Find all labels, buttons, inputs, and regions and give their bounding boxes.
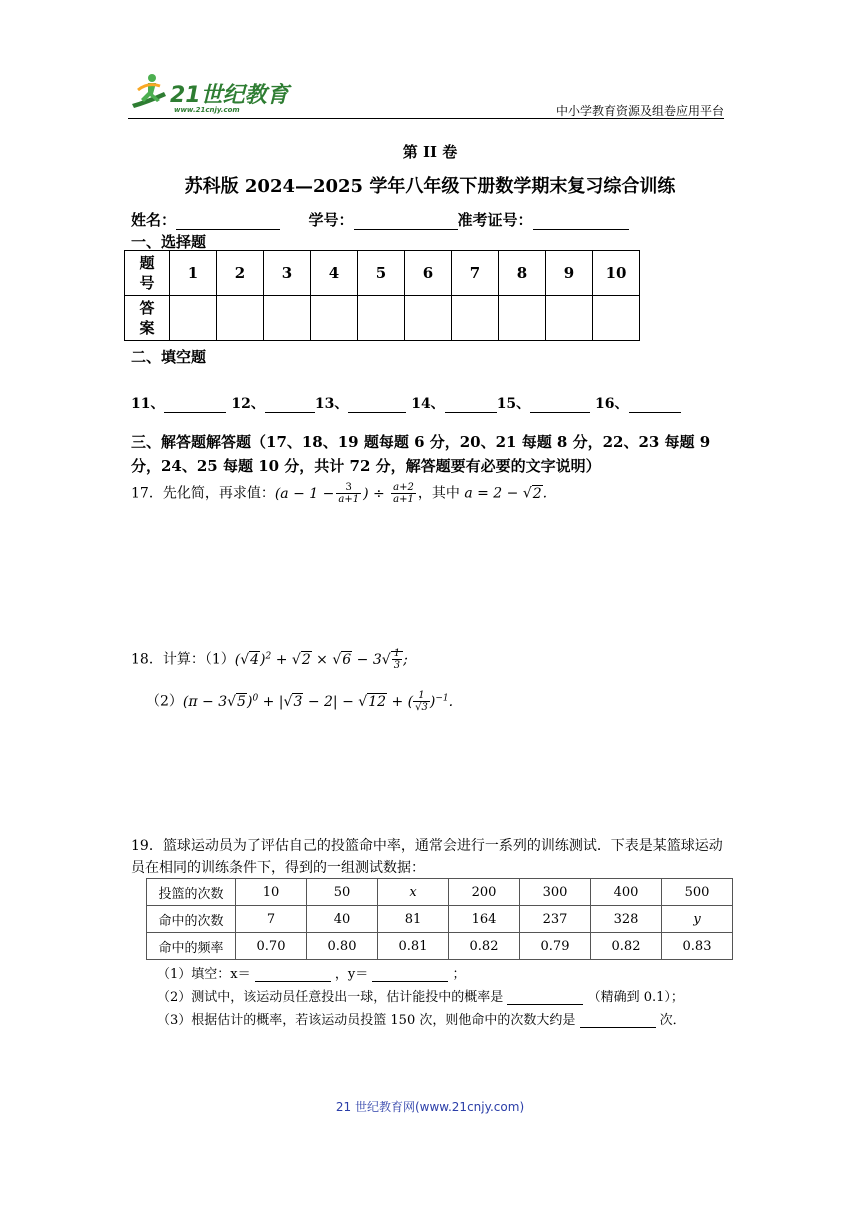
- answer-cell[interactable]: [264, 296, 311, 341]
- table-cell: 50: [307, 879, 378, 906]
- student-id-field[interactable]: [354, 213, 458, 230]
- question-17-expression: (a − 1 − $\frac{3}{a+1}$ ) ÷ $\frac{a+2}{a+1}$: [274, 482, 414, 505]
- section-choice-heading: 一、选择题: [131, 233, 207, 251]
- fill-blank[interactable]: [164, 398, 226, 413]
- question-17-condition-label: ，其中: [417, 485, 465, 502]
- question-18-expression-2: $(\pi - 3√5)^0 + |√3 - 2| - √12$ + ( $\frac{1}{√3}$ )$^{-1}$.: [182, 690, 454, 713]
- fill-in-blanks-line: [131, 393, 681, 413]
- question-number: 1: [170, 251, 217, 296]
- table-cell: 0.81: [378, 933, 449, 960]
- volume-label: 第 II 卷: [402, 143, 458, 161]
- table-cell: 0.82: [449, 933, 520, 960]
- table-cell: 40: [307, 906, 378, 933]
- question-number: 4: [311, 251, 358, 296]
- sub-3-end: 次．: [659, 1013, 686, 1028]
- question-19-sub-3: [157, 1009, 686, 1028]
- answer-blank-probability[interactable]: [507, 992, 583, 1005]
- answer-blank-y[interactable]: [372, 969, 448, 982]
- answer-cell[interactable]: [170, 296, 217, 341]
- table-cell: 0.82: [591, 933, 662, 960]
- exam-number-label: 准考证号：: [457, 211, 533, 229]
- runner-logo-icon: [126, 70, 172, 116]
- question-number: 5: [358, 251, 405, 296]
- table-cell: 0.83: [662, 933, 733, 960]
- shooting-data-table: [146, 878, 733, 960]
- table-cell: 200: [449, 879, 520, 906]
- table-cell: 10: [236, 879, 307, 906]
- header-platform-text: 中小学教育资源及组卷应用平台: [555, 104, 724, 118]
- question-number: 2: [217, 251, 264, 296]
- table-cell: 328: [591, 906, 662, 933]
- table-cell: 7: [236, 906, 307, 933]
- answer-cell[interactable]: [405, 296, 452, 341]
- answer-header: 答 案: [125, 296, 170, 341]
- question-number: 7: [452, 251, 499, 296]
- question-19-sub-1: [157, 963, 466, 982]
- row-header: 命中的次数: [147, 906, 236, 933]
- answer-cell[interactable]: [452, 296, 499, 341]
- site-logo: [126, 68, 296, 118]
- sub-2-end: （精确到 0.1）；: [587, 990, 684, 1005]
- header-divider: [128, 118, 724, 119]
- exam-number-field[interactable]: [533, 213, 629, 230]
- logo-brand-text: 21世纪教育: [170, 83, 289, 108]
- question-19-sub-2: [157, 986, 684, 1005]
- answer-cell[interactable]: [358, 296, 405, 341]
- question-18-prompt: 18．计算：（1）: [131, 651, 235, 668]
- sub-1-text: （1）填空：x＝: [157, 967, 251, 982]
- answer-table-answer-row: [125, 296, 640, 341]
- fill-blank[interactable]: [265, 398, 315, 413]
- table-cell: 400: [591, 879, 662, 906]
- question-number: 8: [499, 251, 546, 296]
- table-cell: x: [378, 879, 449, 906]
- sub-3-text: （3）根据估计的概率，若该运动员投篮 150 次，则他命中的次数大约是: [157, 1013, 576, 1028]
- table-cell: 237: [520, 906, 591, 933]
- fill-label: 16、: [595, 396, 629, 412]
- table-cell: 0.70: [236, 933, 307, 960]
- section-solve-heading: 三、解答题解答题（17、18、19 题每题 6 分，20、21 每题 8 分，22、23 每题 9 分，24、25 每题 10 分，共计 72 分，解答题要有必要的文字说明）: [131, 433, 711, 475]
- answer-cell[interactable]: [217, 296, 264, 341]
- fill-label: 12、: [231, 396, 265, 412]
- table-row: [147, 879, 733, 906]
- question-number: 10: [593, 251, 640, 296]
- page-title: 苏科版 2024—2025 学年八年级下册数学期末复习综合训练: [184, 176, 676, 197]
- table-cell: 164: [449, 906, 520, 933]
- answer-table-number-row: [125, 251, 640, 296]
- answer-table: [124, 250, 640, 341]
- table-row: [147, 906, 733, 933]
- question-17-condition: a = 2 − √2.: [464, 485, 548, 502]
- student-id-label: 学号：: [308, 211, 354, 229]
- question-number: 6: [405, 251, 452, 296]
- table-cell: 0.80: [307, 933, 378, 960]
- table-cell: 300: [520, 879, 591, 906]
- logo-url-text: www.21cnjy.com: [174, 106, 240, 114]
- table-cell: 0.79: [520, 933, 591, 960]
- question-19-text: 19．篮球运动员为了评估自己的投篮命中率，通常会进行一系列的训练测试．下表是某篮球运动员在相同的训练条件下，得到的一组测试数据：: [131, 838, 723, 876]
- table-cell: 81: [378, 906, 449, 933]
- question-number: 3: [264, 251, 311, 296]
- sub-2-text: （2）测试中，该运动员任意投出一球，估计能投中的概率是: [157, 990, 504, 1005]
- answer-cell[interactable]: [499, 296, 546, 341]
- name-label: 姓名：: [131, 211, 177, 229]
- table-cell: y: [662, 906, 733, 933]
- question-17-prompt: 17．先化简，再求值：: [131, 485, 275, 502]
- fill-label: 15、: [496, 396, 531, 412]
- sub-1-text-y: ，y＝: [334, 967, 369, 982]
- student-info-line: [131, 209, 629, 230]
- answer-cell[interactable]: [311, 296, 358, 341]
- question-18-part-1: [131, 648, 408, 671]
- answer-cell[interactable]: [593, 296, 640, 341]
- question-17: [131, 482, 547, 505]
- fill-label: 13、: [314, 396, 349, 412]
- question-18-expression-1: $(√4)^2 + √2 \times √6 - 3√$ $\frac{1}{3}$ ;: [234, 648, 408, 671]
- question-number-header: 题 号: [125, 251, 170, 296]
- row-header: 投篮的次数: [147, 879, 236, 906]
- fill-blank[interactable]: [348, 398, 406, 413]
- row-header: 命中的频率: [147, 933, 236, 960]
- sub-1-end: ；: [452, 967, 466, 982]
- name-field[interactable]: [176, 213, 280, 230]
- footer-link[interactable]: 21 世纪教育网(www.21cnjy.com): [335, 1100, 525, 1114]
- fill-label: 14、: [411, 396, 445, 412]
- table-cell: 500: [662, 879, 733, 906]
- section-fill-heading: 二、填空题: [131, 348, 207, 366]
- table-row: [147, 933, 733, 960]
- fill-blank[interactable]: [629, 398, 681, 413]
- question-18-part-2: [146, 690, 453, 713]
- question-number: 9: [546, 251, 593, 296]
- answer-blank-x[interactable]: [255, 969, 331, 982]
- answer-blank-count[interactable]: [580, 1015, 656, 1028]
- question-18-part-2-label: （2）: [146, 693, 183, 710]
- fill-blank[interactable]: [530, 398, 590, 413]
- answer-cell[interactable]: [546, 296, 593, 341]
- fill-label: 11、: [131, 396, 165, 412]
- fill-blank[interactable]: [445, 398, 497, 413]
